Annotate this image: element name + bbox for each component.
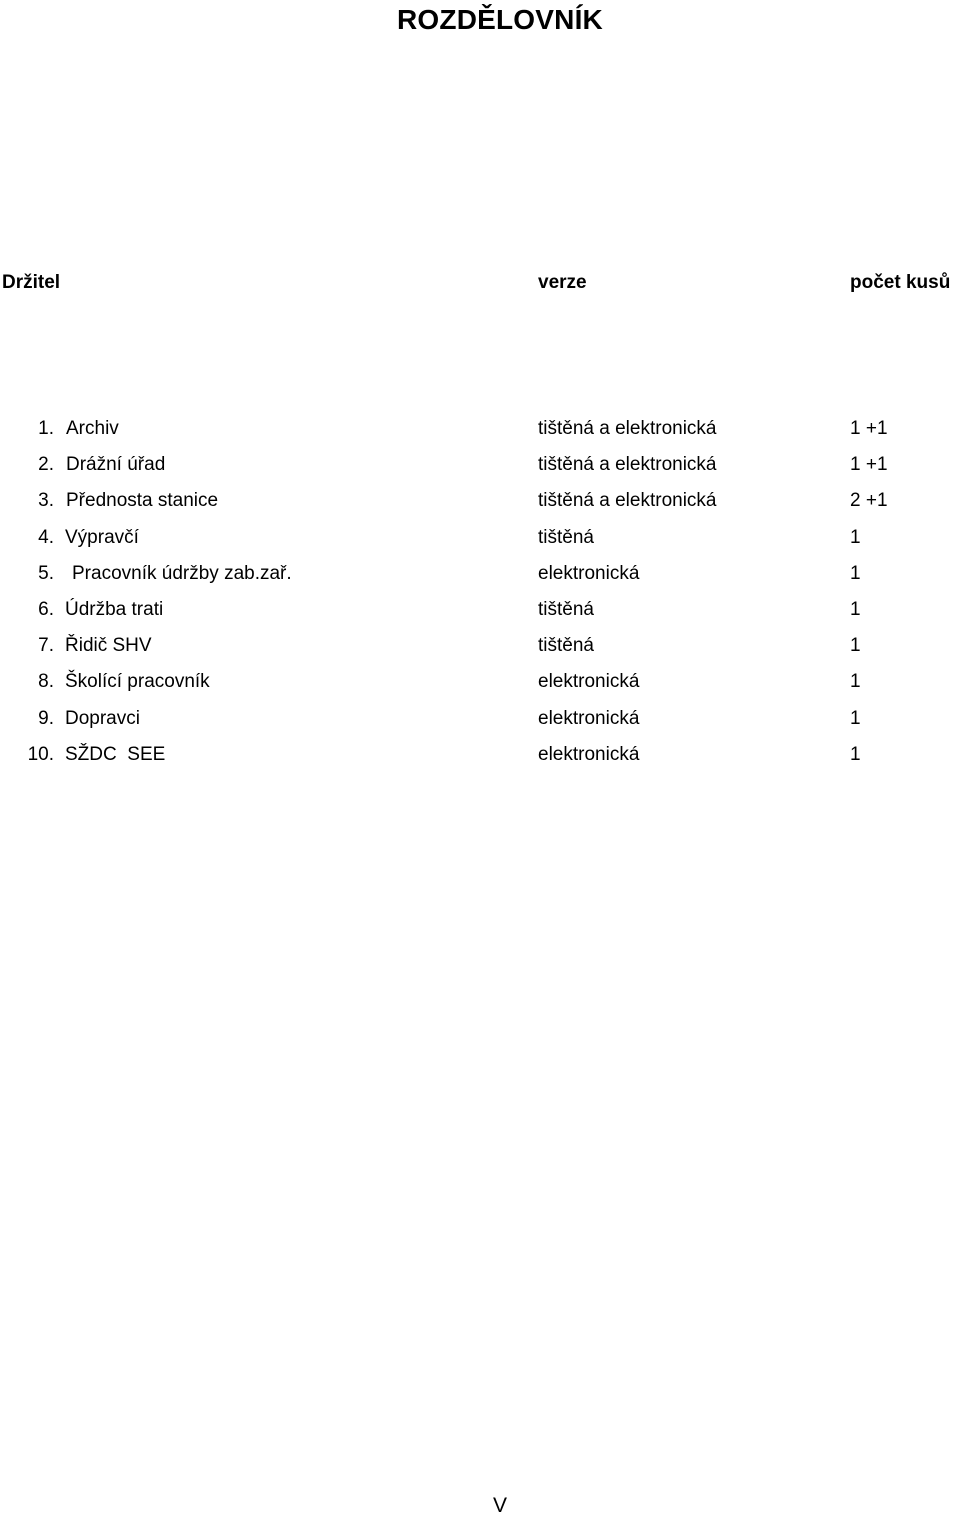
list-item (0, 744, 960, 780)
item-holder: Drážní úřad (66, 454, 166, 476)
list-item (0, 708, 960, 744)
list-item (0, 599, 960, 635)
item-holder: SŽDC SEE (65, 743, 166, 765)
item-version: elektronická (538, 743, 640, 765)
item-count: 1 (850, 707, 861, 729)
item-number: 4. (38, 526, 54, 548)
list-item (0, 635, 960, 671)
item-holder: Přednosta stanice (66, 490, 219, 512)
item-number: 3. (38, 490, 54, 512)
item-version: tištěná (538, 526, 594, 548)
item-number: 1. (38, 418, 54, 439)
page-footer-mark: V (492, 1494, 507, 1517)
item-count: 1 (850, 526, 861, 548)
item-number: 8. (38, 671, 54, 693)
item-version: tištěná a elektronická (538, 490, 717, 512)
column-header-count: počet kusů (850, 272, 951, 293)
item-number: 9. (38, 707, 54, 729)
item-number: 5. (38, 562, 54, 584)
item-count: 1 (850, 635, 861, 657)
list-item (0, 563, 960, 599)
item-holder: Výpravčí (65, 526, 139, 548)
item-holder: Pracovník údržby zab.zař. (72, 562, 292, 584)
list-item (0, 454, 960, 490)
item-holder: Archiv (66, 418, 119, 439)
list-item (0, 418, 960, 454)
item-number: 7. (38, 635, 54, 657)
item-version: elektronická (538, 562, 640, 584)
item-count: 2 +1 (850, 490, 888, 512)
item-number: 2. (38, 454, 54, 476)
item-count: 1 (850, 743, 861, 765)
item-count: 1 (850, 671, 861, 693)
item-number: 10. (27, 743, 54, 765)
item-holder: Údržba trati (65, 598, 164, 620)
page-title: ROZDĚLOVNÍK (397, 4, 603, 35)
item-number: 6. (38, 598, 54, 620)
item-count: 1 +1 (850, 454, 888, 476)
list-item (0, 490, 960, 526)
item-count: 1 (850, 598, 861, 620)
item-version: elektronická (538, 707, 640, 729)
item-count: 1 +1 (850, 418, 888, 439)
item-version: tištěná (538, 635, 594, 657)
item-version: tištěná a elektronická (538, 418, 717, 439)
item-version: elektronická (538, 671, 640, 693)
distribution-list (0, 418, 960, 780)
list-item (0, 527, 960, 563)
item-holder: Školící pracovník (65, 671, 210, 693)
item-holder: Řidič SHV (65, 635, 152, 657)
item-version: tištěná a elektronická (538, 454, 717, 476)
list-item (0, 671, 960, 707)
column-header-version: verze (538, 272, 587, 293)
item-count: 1 (850, 562, 861, 584)
column-header-holder: Držitel (2, 272, 61, 293)
item-version: tištěná (538, 598, 594, 620)
item-holder: Dopravci (65, 707, 140, 729)
